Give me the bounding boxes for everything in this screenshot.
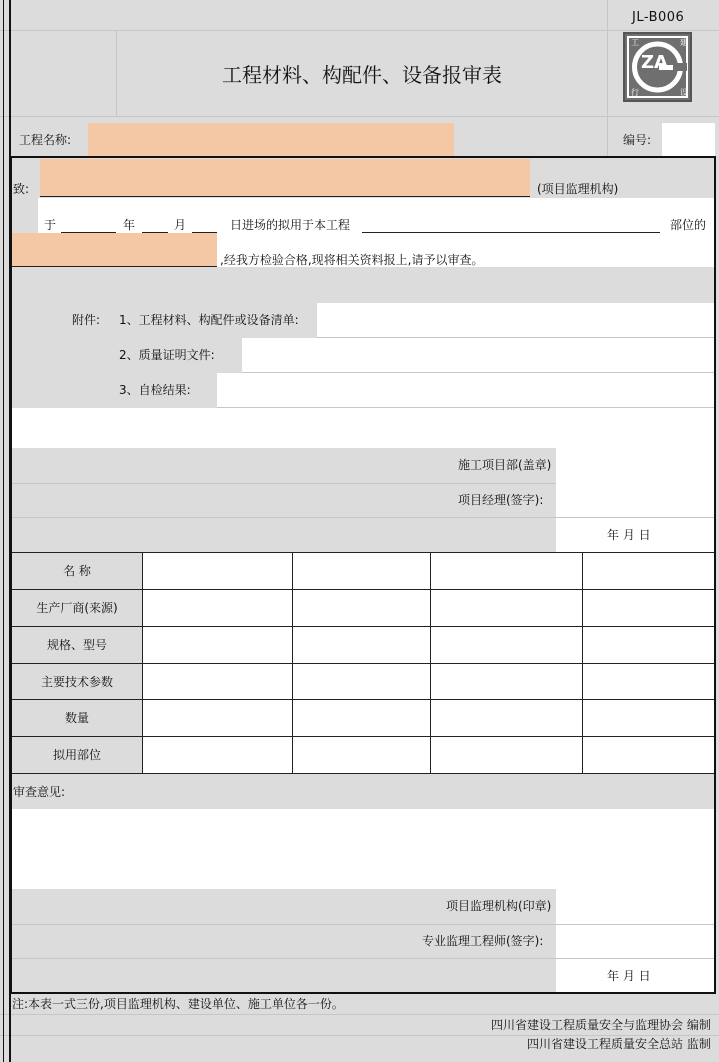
table-cell[interactable]	[143, 627, 293, 664]
number-label: 编号:	[623, 133, 652, 147]
entry-text: 日进场的拟用于本工程	[230, 218, 351, 232]
table-cell[interactable]	[293, 627, 431, 664]
supervision-org-label: 项目监理机构(印章)	[446, 899, 552, 913]
gridline	[0, 30, 719, 31]
number-field[interactable]	[662, 123, 715, 156]
table-cell[interactable]	[583, 664, 714, 700]
gridline	[0, 1035, 719, 1036]
table-row-header: 规格、型号	[12, 627, 143, 664]
left-frame-line	[3, 0, 4, 1062]
attachment-item-1: 1、工程材料、构配件或设备清单:	[119, 313, 299, 327]
table-row-header: 主要技术参数	[12, 664, 143, 700]
table-row-header: 数量	[12, 700, 143, 737]
table-cell[interactable]	[583, 553, 714, 590]
attachment-list-field[interactable]	[317, 303, 714, 338]
logo-char: 行	[631, 88, 639, 97]
gridline	[0, 1014, 719, 1015]
contractor-stamp-field[interactable]	[556, 448, 714, 483]
table-cell[interactable]	[293, 553, 431, 590]
entry-day-field[interactable]	[192, 198, 217, 233]
table-cell[interactable]	[143, 590, 293, 627]
table-cell[interactable]	[293, 664, 431, 700]
project-name-field[interactable]	[88, 123, 454, 156]
entry-row-margin	[12, 198, 38, 233]
logo-letters: ZA	[641, 52, 668, 73]
review-date-label: 年 月 日	[607, 969, 651, 983]
attachments-label: 附件:	[72, 313, 101, 327]
to-org-field[interactable]	[40, 159, 530, 197]
table-cell[interactable]	[583, 737, 714, 774]
table-cell[interactable]	[293, 700, 431, 737]
entry-year-label: 年	[123, 218, 136, 232]
gridline	[607, 0, 608, 157]
to-org-suffix: (项目监理机构)	[537, 182, 619, 196]
table-cell[interactable]	[583, 627, 714, 664]
project-part-field[interactable]	[362, 198, 660, 233]
table-cell[interactable]	[431, 590, 583, 627]
association-logo	[623, 32, 692, 102]
footer-supervised-by: 四川省建设工程质量安全总站 监制	[527, 1037, 711, 1051]
attachments-left-margin	[12, 303, 117, 408]
blank-row	[12, 408, 714, 448]
supervision-stamp-field[interactable]	[556, 889, 714, 924]
table-row-header: 生产厂商(来源)	[12, 590, 143, 627]
contractor-dept-label: 施工项目部(盖章)	[458, 458, 552, 472]
table-row-header: 拟用部位	[12, 737, 143, 774]
review-opinion-field[interactable]	[12, 809, 714, 889]
logo-char: 工	[631, 38, 639, 47]
material-name-field[interactable]	[12, 233, 217, 267]
gridline	[0, 116, 719, 117]
footer-compiled-by: 四川省建设工程质量安全与监理协会 编制	[491, 1018, 711, 1032]
attachment-item-2: 2、质量证明文件:	[119, 348, 215, 362]
to-label: 致:	[13, 182, 30, 196]
table-cell[interactable]	[143, 553, 293, 590]
table-cell[interactable]	[431, 700, 583, 737]
attachment-item-3: 3、自检结果:	[119, 383, 191, 397]
supervision-engineer-label: 专业监理工程师(签字):	[422, 934, 544, 948]
entry-month-label: 月	[174, 218, 187, 232]
entry-year-field[interactable]	[61, 198, 116, 233]
project-manager-label: 项目经理(签字):	[458, 493, 544, 507]
table-cell[interactable]	[431, 737, 583, 774]
entry-at: 于	[44, 218, 57, 232]
entry-month-field[interactable]	[142, 198, 168, 233]
table-cell[interactable]	[431, 627, 583, 664]
doc-code: JL-B006	[632, 10, 685, 25]
table-row-header: 名 称	[12, 553, 143, 590]
table-cell[interactable]	[431, 664, 583, 700]
table-cell[interactable]	[143, 700, 293, 737]
table-cell[interactable]	[143, 737, 293, 774]
quality-cert-field[interactable]	[242, 338, 714, 373]
logo-char: 设	[680, 88, 688, 97]
table-cell[interactable]	[583, 700, 714, 737]
table-cell[interactable]	[293, 737, 431, 774]
contractor-date-label: 年 月 日	[607, 528, 651, 542]
self-check-field[interactable]	[217, 373, 714, 408]
supervision-engineer-signature-field[interactable]	[556, 925, 714, 958]
logo-char: 建	[680, 38, 688, 47]
project-manager-signature-field[interactable]	[556, 483, 714, 517]
entry-part-label: 部位的	[670, 218, 707, 232]
page-title: 工程材料、构配件、设备报审表	[222, 63, 502, 87]
table-cell[interactable]	[431, 553, 583, 590]
table-cell[interactable]	[143, 664, 293, 700]
project-name-label: 工程名称:	[19, 133, 72, 147]
table-cell[interactable]	[293, 590, 431, 627]
table-cell[interactable]	[583, 590, 714, 627]
review-label: 审查意见:	[13, 785, 66, 799]
footer-note: 注:本表一式三份,项目监理机构、建设单位、施工单位各一份。	[12, 997, 344, 1011]
entry-continuation: ,经我方检验合格,现将相关资料报上,请予以审查。	[220, 253, 484, 267]
